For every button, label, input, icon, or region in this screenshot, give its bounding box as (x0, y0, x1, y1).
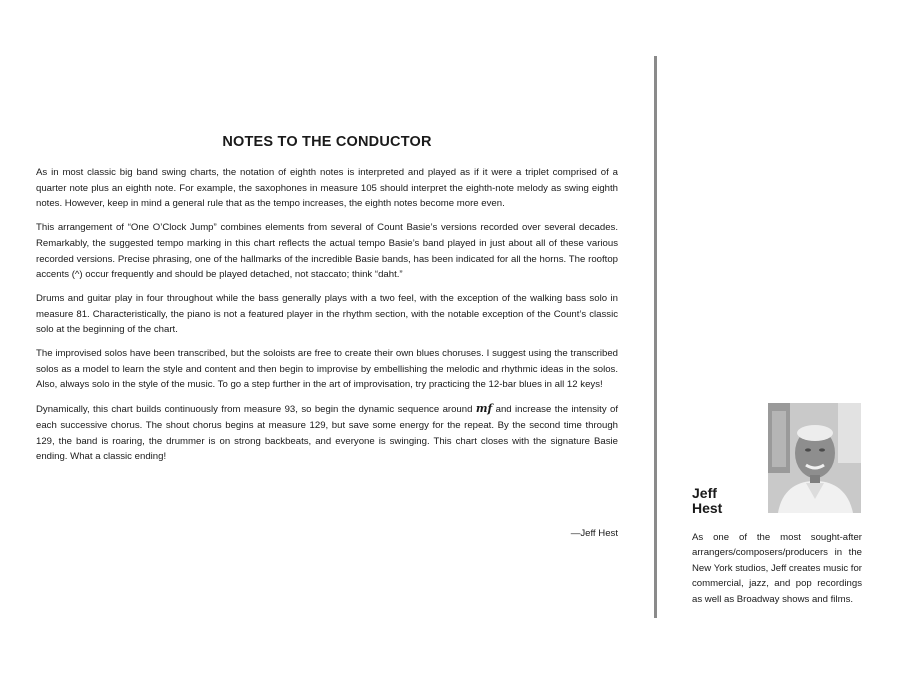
vertical-divider (654, 56, 657, 618)
notes-paragraph-start: Dynamically, this chart builds continuously from measure 93, so begin the dynamic sequence around (36, 404, 473, 416)
signature: —Jeff Hest (570, 528, 618, 539)
author-name (692, 486, 722, 516)
author-first-name: Jeff (692, 485, 717, 501)
notes-paragraph: Drums and guitar play in four throughout while the bass generally plays with a two feel, with the exception of the walking bass solo in measure 81. Characteristically, the piano is not a featured player in the rhythm section, with the notable exception of the Count’s classic solo at the beginning of the chart. (36, 292, 618, 336)
portrait-image (768, 403, 861, 513)
notes-paragraph: This arrangement of “One O’Clock Jump” combines elements from several of Count Basie’s versions recorded over several decades. Remarkably, the suggested tempo marking in this chart reflects the actual tempo Basie’s band played in just about all of these various recorded versions. Precise phrasing, one of the hallmarks of the incredible Basie bands, has been indicated for all the horns. The rooftop accents (^) occur frequently and should be played detached, not staccato; think “daht.” (36, 222, 618, 281)
conductor-notes-body (36, 165, 618, 473)
page-title: NOTES TO THE CONDUCTOR (222, 134, 432, 150)
notes-paragraph: The improvised solos have been transcribed, but the soloists are free to create their own blues choruses. I suggest using the transcribed solos as a model to learn the style and content and then begin to improvise by embellishing the melodic and rhythmic ideas in the solos. Also, always solo in the style of the music. To go a step further in the art of improvisation, try practicing the 12-bar blues in all 12 keys! (36, 348, 618, 391)
author-photo (768, 403, 861, 513)
notes-paragraph-end: and increase the intensity of each successive chorus. The shout chorus begins at measure 129, but save some energy for the repeat. By the second time through 129, the band is roaring, the drummer is on strong backbeats, and everyone is swinging. This chart closes with the signature Basie ending. What a classic ending! (36, 404, 619, 463)
mf-dynamic-marking: mf (475, 402, 493, 416)
notes-paragraph (36, 401, 618, 465)
author-bio: As one of the most sought-after arrangers/composers/producers in the New York studios, Jeff creates music for commercial, jazz, and pop recordings as well as Broadway shows and films. (692, 532, 862, 605)
notes-paragraph: As in most classic big band swing charts, the notation of eighth notes is interpreted and played as if it were a triplet comprised of a quarter note plus an eighth note. For example, the saxophones in measure 105 should interpret the eighth-note melody as swing eighth notes. However, keep in mind a general rule that as the tempo increases, the eighth notes become more even. (36, 167, 618, 210)
author-last-name: Hest (692, 500, 723, 516)
